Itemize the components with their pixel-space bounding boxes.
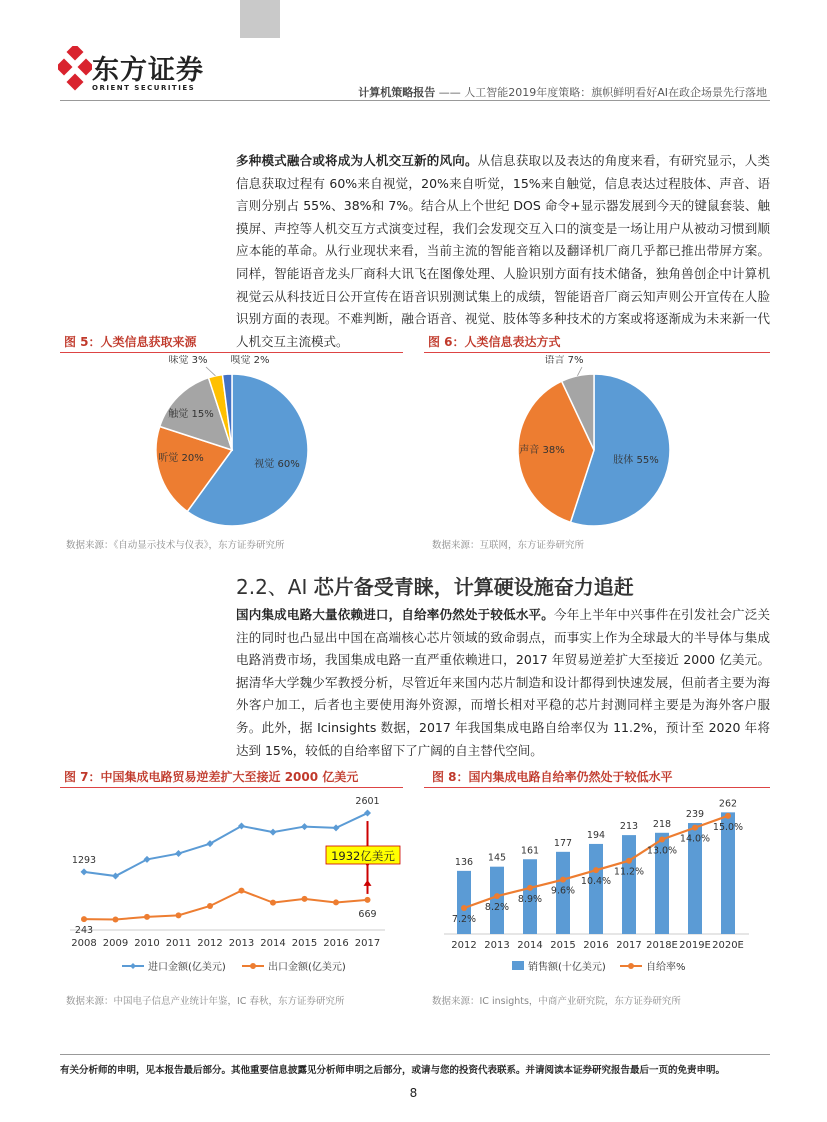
x-tick-label: 2009 [102,938,129,949]
point-label: 669 [358,908,377,920]
pie-label-0: 视觉 60% [254,459,300,470]
paragraph-chips [236,604,770,762]
footer-disclaimer: 有关分析师的申明，见本报告最后部分。其他重要信息披露见分析师申明之后部分，或请与您的投资代表联系。并请阅读本证券研究报告最后一页的免责申明。 [60,1065,726,1076]
x-tick-label: 2008 [71,938,97,949]
rate-label: 8.2% [484,902,510,914]
fig5-rule [60,352,403,353]
data-point [301,823,308,830]
rate-label: 9.6% [550,885,576,897]
bar-label: 161 [520,845,540,857]
callout-text: 1932亿美元 [331,849,395,863]
fig5-title: 图 5：人类信息获取来源 [64,335,197,349]
rate-label: 15.0% [712,821,744,833]
fig7-source: 数据来源：中国电子信息产业统计年鉴，IC 春秋，东方证券研究所 [66,996,345,1007]
rate-label: 14.0% [679,833,711,845]
x-tick-label: 2016 [323,938,349,949]
rate-label: 11.2% [613,866,645,878]
pie-label-4: 嗅觉 2% [230,355,270,366]
rate-point [560,877,566,883]
pie-leader-3 [206,367,215,376]
pie-label-3: 味觉 3% [168,355,208,366]
legend-marker [250,963,256,969]
pie-label-0: 肢体 55% [613,455,659,466]
bar-label: 218 [652,818,672,830]
section-heading [236,571,634,600]
rate-label: 8.9% [517,893,543,905]
rate-point [593,867,599,873]
bar [622,835,636,934]
header-divider [60,100,770,101]
data-point [112,873,119,880]
fig6-title: 图 6：人类信息表达方式 [428,335,561,349]
pie-label-1: 听觉 20% [158,453,204,464]
header-separator: —— [438,86,461,99]
legend-label-1: 自给率% [646,962,686,973]
x-tick-label: 2017 [354,938,381,949]
x-tick-label: 2013 [484,940,510,951]
rate-label: 13.0% [646,845,678,857]
fig6-rule [424,352,770,353]
x-tick-label: 2011 [165,938,192,949]
bar-label: 262 [718,798,738,810]
bar [490,867,504,934]
report-title: 人工智能2019年度策略：旗帜鲜明看好AI在政企场景先行落地 [464,86,767,99]
data-point [81,868,88,875]
pie-label-1: 声音 38% [519,445,565,456]
fig5-source: 数据来源：《自动显示技术与仪表》，东方证券研究所 [66,540,285,551]
data-point [270,900,276,906]
x-tick-label: 2012 [451,940,477,951]
data-point [365,897,371,903]
fig8-source: 数据来源：IC insights，中商产业研究院，东方证券研究所 [432,996,681,1007]
legend-label-0: 进口金额(亿美元) [148,962,226,973]
legend-label-0: 销售额(十亿美元) [528,962,606,973]
data-point [175,850,182,857]
header-gray-bar [240,0,280,38]
x-tick-label: 2016 [583,940,609,951]
bar-label: 239 [685,809,705,821]
data-point [81,916,87,922]
company-logo-icon [58,46,92,92]
rate-point [725,813,731,819]
data-point [302,896,308,902]
paragraph-body: 今年上半年中兴事件在引发社会广泛关注的同时也凸显出中国在高端核心芯片领域的致命弱点，而事实上作为全球最大的半导体与集成电路消费市场，我国集成电路一直严重依赖进口，2017 年贸易逆差扩大至接近 2000 亿美元。据清华大学魏少军教授分析，尽管近年来国内芯片制造和设计都得到快速发展，但前者主要为海外客户加工，后者也主要使用海外资源，而增长相对平稳的芯片封测同样主要是为海外客户服务。此外，据 Icinsights 数据，2017 年我国集成电路自给率仅为 11.2%，预计至 2020 年将达到 15%，较低的自给率留下了广阔的自主替代空间。 [236,607,770,758]
bar-label: 136 [454,856,474,868]
pie-label-2: 触觉 15% [168,409,214,420]
page-number: 8 [409,1086,418,1100]
data-point [144,856,151,863]
data-point [333,899,339,905]
logo-en: ORIENT SECURITIES [92,84,196,92]
x-tick-label: 2014 [260,938,286,949]
x-tick-label: 2018E [646,940,678,951]
pie-label-2: 语言 7% [544,355,584,366]
data-point [176,912,182,918]
x-tick-label: 2017 [616,940,642,951]
fig7-line-chart [60,788,403,983]
x-tick-label: 2015 [291,938,318,949]
paragraph-lead: 多种模式融合或将成为人机交互新的风向。 [236,153,478,168]
legend-label-1: 出口金额(亿美元) [268,962,346,973]
point-label: 243 [74,925,94,937]
bar-label: 213 [619,821,639,833]
header-title [358,84,767,100]
rate-point [692,825,698,831]
data-point [207,903,213,909]
x-tick-label: 2013 [228,938,255,949]
logo-cn: 东方证券 [92,55,204,86]
series-line-1 [84,891,368,920]
data-point [364,810,371,817]
legend-marker [628,963,634,969]
legend-marker [130,963,136,969]
paragraph-body: 从信息获取以及表达的角度来看，有研究显示，人类信息获取过程有 60%来自视觉，20%来自听觉，15%来自触觉，信息表达过程肢体、声音、语言则分别占 55%、38%和 7%。结合从上个世纪 DOS 命令+显示器发展到今天的键鼠套装、触摸屏、声控等人机交互方式演变过程，我们会发现交互入口的演变是一场让用户从被动习惯到顺应本能的革命。从行业现状来看，当前主流的智能音箱以及翻译机厂商几乎都已推出带屏方案。同样，智能语音龙头厂商科大讯飞在图像处理、人脸识别方面有技术储备，独角兽创企中计算机视觉云从科技近日公开宣传在语音识别测试集上的成绩，智能语音厂商云知声则公开宣传在人脸识别方面的表现。不难判断，融合语音、视觉、肢体等多种技术的方案或将逐渐成为未来新一代人机交互主流模式。 [236,153,770,349]
series-line-0 [84,813,368,876]
bar [589,844,603,934]
data-point [144,914,150,920]
point-label: 2601 [355,796,380,808]
paragraph-interaction [236,150,770,353]
rate-point [626,858,632,864]
data-point [270,829,277,836]
x-tick-label: 2012 [197,938,223,949]
fig6-source: 数据来源：互联网，东方证券研究所 [432,540,585,551]
legend-swatch-0 [512,961,524,970]
footer-divider [60,1054,770,1055]
point-label: 1293 [71,854,97,866]
fig6-pie-chart [424,355,770,530]
x-tick-label: 2015 [550,940,576,951]
rate-point [659,836,665,842]
bar-label: 177 [553,837,573,849]
rate-point [527,885,533,891]
fig5-pie-chart [60,355,403,530]
bar-label: 194 [586,829,606,841]
gap-arrow-head-up [364,880,372,886]
rate-label: 7.2% [451,914,477,925]
report-type: 计算机策略报告 [358,86,436,99]
x-tick-label: 2014 [517,940,543,951]
section-number: 2.2、AI [236,575,314,599]
fig8-title: 图 8：国内集成电路自给率仍然处于较低水平 [432,770,673,784]
section-title: 芯片备受青睐，计算硬设施奋力追赶 [313,575,634,599]
paragraph-lead: 国内集成电路大量依赖进口，自给率仍然处于较低水平。 [236,607,554,622]
rate-point [461,905,467,911]
data-point [239,888,245,894]
x-tick-label: 2020E [712,940,744,951]
rate-point [494,893,500,899]
x-tick-label: 2010 [134,938,160,949]
data-point [333,824,340,831]
bar-label: 145 [487,852,507,864]
fig7-title: 图 7：中国集成电路贸易逆差扩大至接近 2000 亿美元 [64,770,359,784]
fig8-combo-chart [424,788,770,983]
data-point [113,916,119,922]
x-tick-label: 2019E [679,940,711,951]
rate-label: 10.4% [580,876,612,888]
